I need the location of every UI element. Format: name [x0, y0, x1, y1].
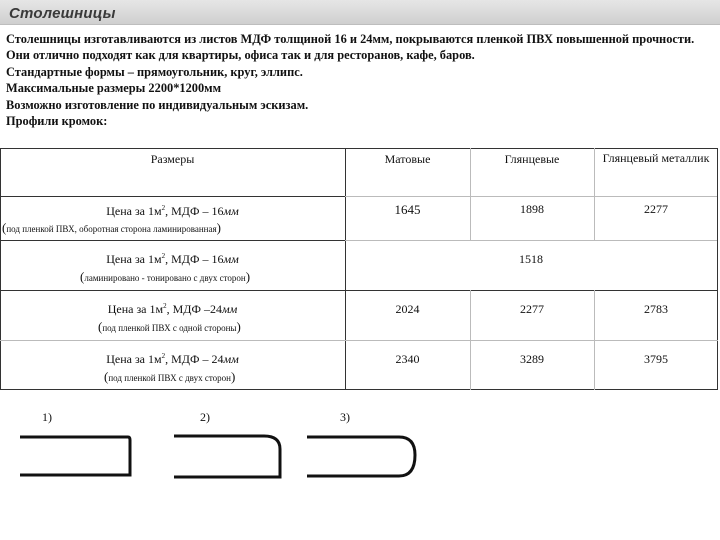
- profile-label-2: 2): [200, 410, 210, 424]
- price-matte: 2340: [395, 352, 420, 366]
- intro-line: Профили кромок:: [6, 114, 108, 129]
- profile-label-3: 3): [340, 410, 350, 424]
- price-table: [0, 148, 718, 390]
- price-glossy: 3289: [520, 352, 544, 366]
- price-label: Цена за $1м^2$, МДФ – 16мм: [106, 204, 239, 218]
- price-note: (под пленкой ПВХ, оборотная сторона ламинированная): [2, 220, 221, 235]
- title-bar: [0, 0, 720, 25]
- intro-line: Столешницы изготавливаются из листов МДФ толщиной 16 и 24мм, покрываются пленкой ПВХ повышенной прочности.: [6, 32, 695, 46]
- price-matte: 2024: [395, 302, 420, 316]
- table-border: [0, 290, 718, 291]
- table-gridline: [0, 340, 718, 341]
- edge-profile-quarter-round: [174, 433, 286, 480]
- price-note: (под пленкой ПВХ с одной стороны): [98, 319, 241, 334]
- header-glossy-metallic: Глянцевый металлик: [602, 151, 710, 165]
- edge-profile-rounded: [20, 433, 132, 480]
- price-matte: 1645: [394, 202, 421, 217]
- price-glossy-metallic: 2277: [644, 202, 668, 216]
- page-title: Столешницы: [9, 5, 116, 22]
- table-gridline: [345, 196, 717, 197]
- table-gridline: [345, 240, 717, 241]
- table-border: [0, 389, 718, 390]
- header-sizes: Размеры: [150, 152, 195, 166]
- price-label: Цена за $1м^2$, МДФ – 16мм: [106, 252, 239, 266]
- price-glossy: 2277: [520, 302, 544, 316]
- intro-line: Стандартные формы – прямоугольник, круг, эллипс.: [6, 64, 303, 79]
- table-border: [0, 196, 345, 197]
- table-gridline: [594, 148, 595, 240]
- price-label: Цена за $1м^2$, МДФ – 24мм: [106, 352, 239, 366]
- price-label: Цена за $1м^2$, МДФ –24мм: [107, 302, 238, 316]
- profile-label-1: 1): [42, 410, 52, 424]
- intro-line: Максимальные размеры 2200*1200мм: [6, 81, 222, 96]
- price-glossy-metallic: 2783: [644, 302, 668, 316]
- intro-line: Возможно изготовление по индивидуальным эскизам.: [6, 97, 309, 112]
- price-note: (ламинировано - тонировано с двух сторон): [80, 269, 251, 284]
- edge-profile-bullnose: [307, 433, 419, 480]
- intro-line: Они отлично подходят как для квартиры, офиса так и для ресторанов, кафе, баров.: [6, 48, 475, 63]
- header-glossy: Глянцевые: [504, 152, 560, 166]
- intro-text: [6, 31, 718, 129]
- price-glossy-metallic: 3795: [644, 352, 668, 366]
- price-note: (под пленкой ПВХ с двух сторон): [104, 369, 236, 384]
- price-merged: 1518: [519, 252, 543, 266]
- price-glossy: 1898: [520, 202, 544, 216]
- header-matte: Матовые: [384, 152, 431, 166]
- table-border: [0, 240, 345, 241]
